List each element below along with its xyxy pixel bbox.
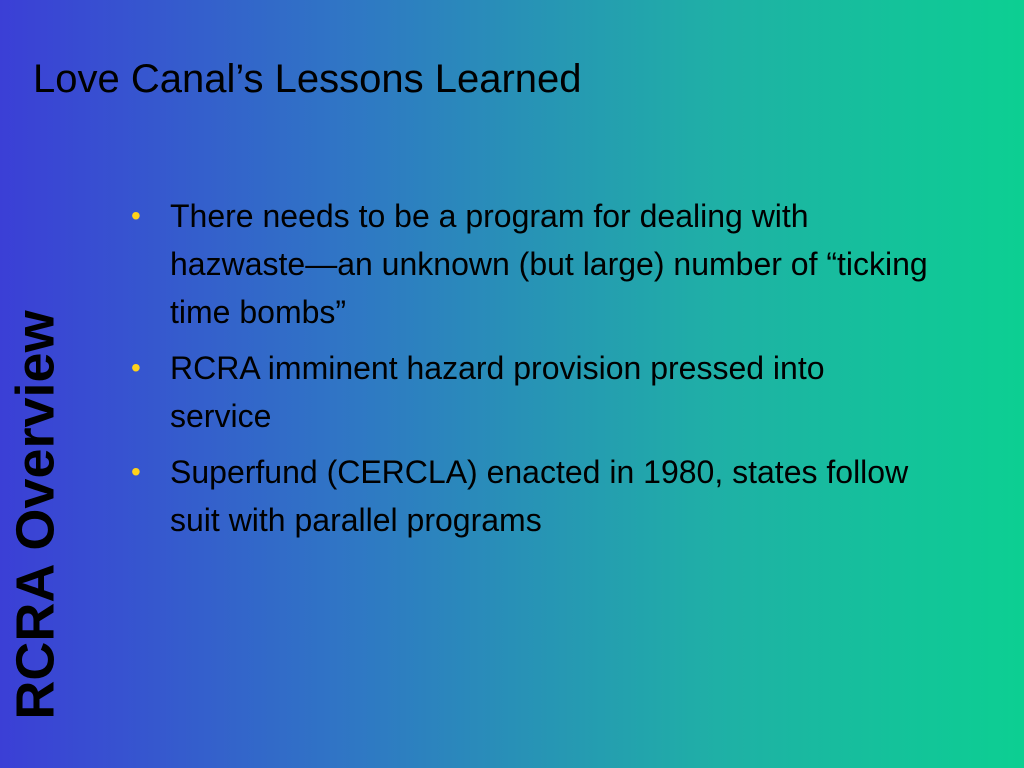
bullet-list xyxy=(128,192,928,552)
bullet-text: RCRA imminent hazard provision pressed into service xyxy=(170,350,825,434)
bullet-item xyxy=(128,192,928,336)
bullet-icon: • xyxy=(131,200,141,231)
bullet-text: Superfund (CERCLA) enacted in 1980, states follow suit with parallel programs xyxy=(170,454,909,538)
bullet-icon: • xyxy=(131,456,141,487)
bullet-item xyxy=(128,344,928,440)
bullet-icon: • xyxy=(131,352,141,383)
side-label xyxy=(6,275,67,755)
bullet-item xyxy=(128,448,928,544)
bullet-text: There needs to be a program for dealing with hazwaste—an unknown (but large) number of “ticking time bombs” xyxy=(170,198,928,330)
slide-title: Love Canal’s Lessons Learned xyxy=(33,57,582,101)
side-label-text: RCRA Overview xyxy=(6,310,67,720)
